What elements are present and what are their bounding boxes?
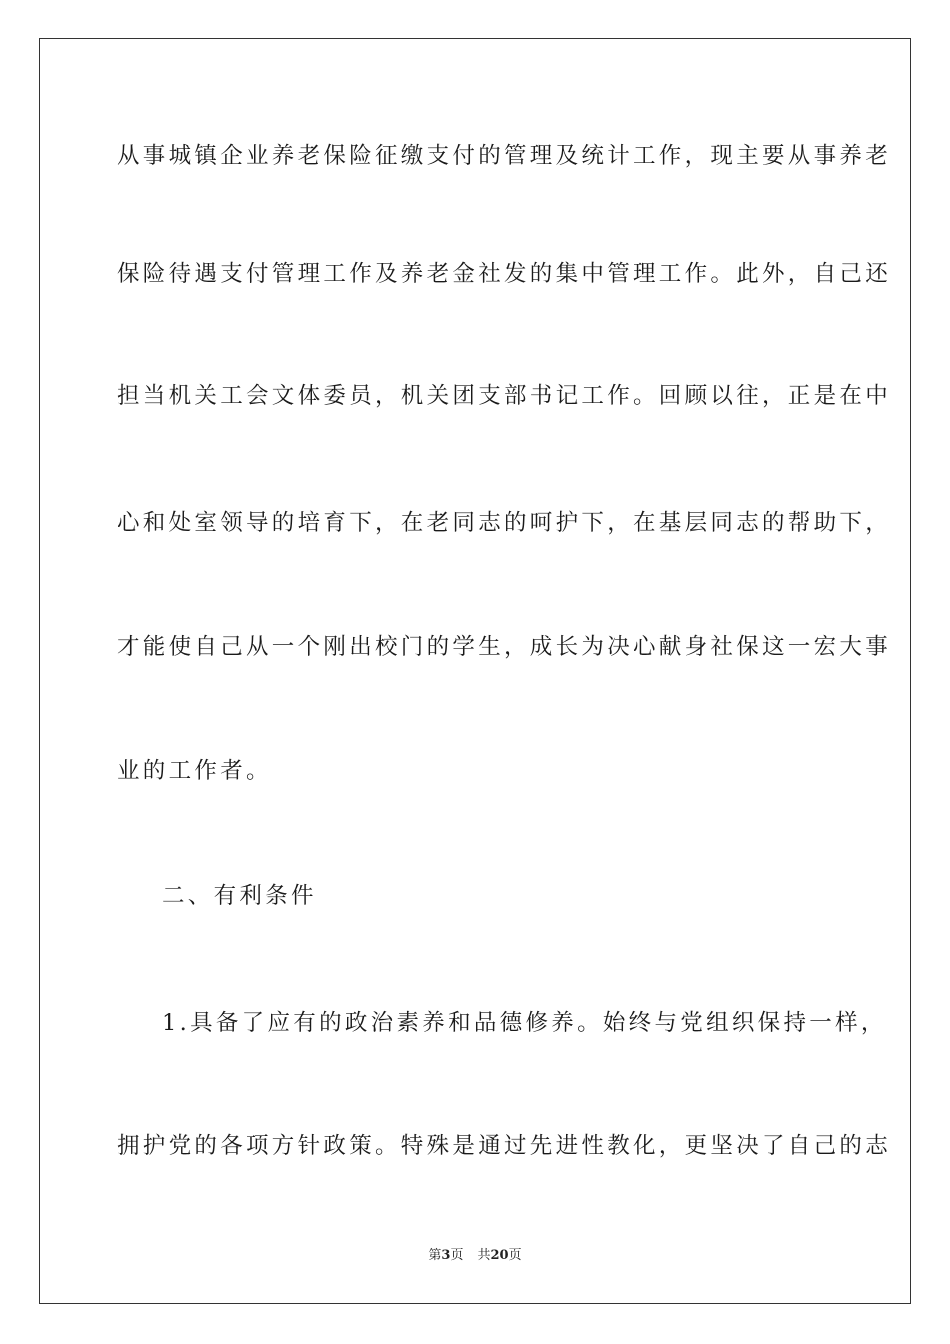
body-line-8: 1.具备了应有的政治素养和品德修养。始终与党组织保持一样， bbox=[162, 1010, 887, 1036]
body-line-6: 业的工作者。 bbox=[117, 758, 272, 784]
page-footer bbox=[0, 1247, 950, 1265]
footer-total-suffix: 页 bbox=[508, 1248, 522, 1263]
footer-total-prefix: 共 bbox=[477, 1248, 491, 1263]
footer-page-mid: 页 bbox=[450, 1248, 464, 1263]
body-line-4: 心和处室领导的培育下，在老同志的呵护下，在基层同志的帮助下， bbox=[117, 510, 892, 536]
section-heading: 二、有利条件 bbox=[162, 883, 317, 909]
page-border bbox=[39, 38, 911, 1304]
footer-page-current: 3 bbox=[441, 1248, 451, 1263]
footer-page-total: 20 bbox=[490, 1248, 509, 1263]
body-line-2: 保险待遇支付管理工作及养老金社发的集中管理工作。此外，自己还 bbox=[117, 261, 892, 287]
body-line-9: 拥护党的各项方针政策。特殊是通过先进性教化，更坚决了自己的志 bbox=[117, 1133, 892, 1159]
body-line-3: 担当机关工会文体委员，机关团支部书记工作。回顾以往，正是在中 bbox=[117, 383, 892, 409]
footer-page-prefix: 第 bbox=[428, 1248, 442, 1263]
body-line-1: 从事城镇企业养老保险征缴支付的管理及统计工作，现主要从事养老 bbox=[117, 143, 892, 169]
body-line-5: 才能使自己从一个刚出校门的学生，成长为决心献身社保这一宏大事 bbox=[117, 634, 892, 660]
